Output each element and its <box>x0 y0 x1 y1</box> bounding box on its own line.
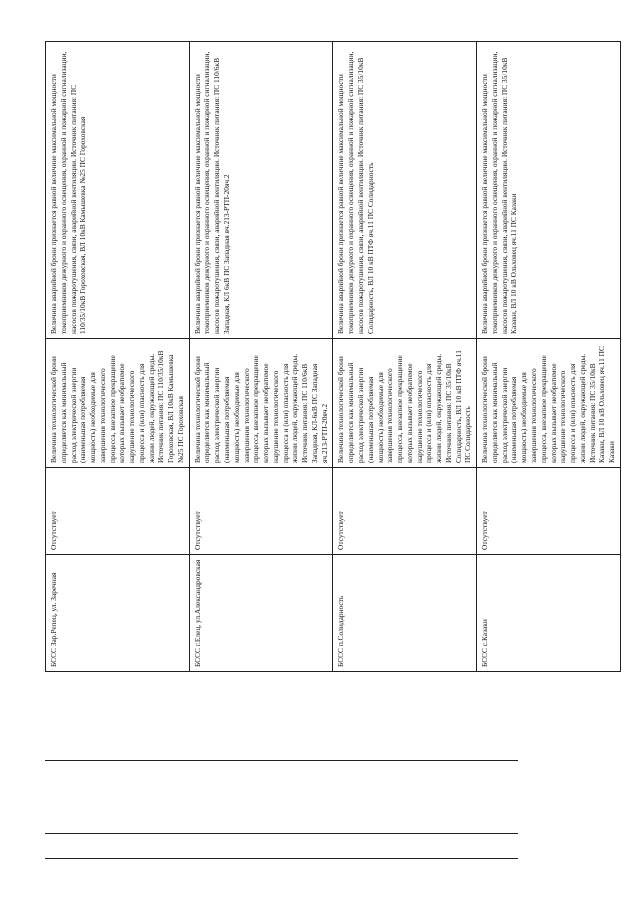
tech-armor-cell: Величина технологической брони определяется как минимальный расход электрической энергии (наименьшая потребляемая мощность) необходимые для завершения технологического процесса, внезапное прекращение которых вызывает необратимое нарушение технологического процесса и (или) опасность для жизни людей, окружающей среды. Источник питания: ПС 110/35/10кВ Гороховская, ВЛ 10кВ Камышевка №25 ПС Гороховская <box>46 339 190 468</box>
object-cell: БССС г.Елец, ул.Александровская <box>189 555 333 672</box>
tech-armor-cell: Величина технологической брони определяется как минимальный расход электрической энергии (наименьшая потребляемая мощность) необходимые для завершения технологического процесса, внезапное прекращение которых вызывает необратимое нарушение технологического процесса и (или) опасность для жизни людей, окружающей среды. Источник питания: ПС 35/10кВ Солидарность, ВЛ 10 кВ ПТФ яч.11 ПС Солидарность <box>333 339 477 468</box>
armor-table <box>45 41 621 672</box>
table-row <box>477 42 621 672</box>
tech-armor-cell: Величина технологической брони определяется как минимальный расход электрической энергии (наименьшая потребляемая мощность) необходимые для завершения технологического процесса, внезапное прекращение которых вызывает необратимое нарушение технологического процесса и (или) опасность для жизни людей, окружающей среды. Источник питания: ПС 35/10кВ Казаки, ВЛ 10 кВ Ольховец яч.11 ПС Казаки <box>477 339 621 468</box>
object-cell: БССС Зар.Репец, ул. Заречная <box>46 555 190 672</box>
table-row <box>333 42 477 672</box>
object-cell: БССС п.Солидарность <box>333 555 477 672</box>
tech-armor-cell: Величина технологической брони определяется как минимальный расход электрической энергии (наименьшая потребляемая мощность) необходимые для завершения технологического процесса, внезапное прекращение которых вызывает необратимое нарушение технологического процесса и (или) опасность для жизни людей, окружающей среды. Источник питания: ПС 110/6кВ Западная, КЛ-6кВ ПС Западная яч.213-РТП-20яч.2 <box>189 339 333 468</box>
rotated-table-page <box>45 42 617 672</box>
table-row <box>46 42 190 672</box>
emergency-armor-cell: Величина аварийной брони признается равной величине максимальной мощности токоприемников дежурного и охранного освещения, охранной и пожарной сигнализации, насосов пожаротушения, связи, аварийной вентиляции. Источник питания: ПС 110/6кВ Западная, КЛ 6кВ ПС Западная яч.213-РТП-20яч.2 <box>189 42 333 339</box>
emergency-armor-cell: Величина аварийной брони признается равной величине максимальной мощности токоприемников дежурного и охранного освещения, охранной и пожарной сигнализации, насосов пожаротушения, связи, аварийной вентиляции. Источник питания: ПС 35/10кВ Казаки, ВЛ 10 кВ Ольховец яч.11 ПС Казаки <box>477 42 621 339</box>
object-cell: БССС с.Казаки <box>477 555 621 672</box>
emergency-armor-cell: Величина аварийной брони признается равной величине максимальной мощности токоприемников дежурного и охранного освещения, охранной и пожарной сигнализации, насосов пожаротушения, связи, аварийной вентиляции. Источник питания: ПС 110/35/10кВ Гороховская, ВЛ 10кВ Камышевка №25 ПС Гороховская <box>46 42 190 339</box>
measures-cell: Отсутствует <box>477 468 621 555</box>
table-row <box>189 42 333 672</box>
divider-line <box>45 858 518 859</box>
divider-line <box>45 833 518 834</box>
emergency-armor-cell: Величина аварийной брони признается равной величине максимальной мощности токоприемников дежурного и охранного освещения, охранной и пожарной сигнализации, насосов пожаротушения, связи, аварийной вентиляции. Источник питания: ПС 35/10кВ Солидарность, ВЛ 10 кВ ПТФ яч.11 ПС Солидарность <box>333 42 477 339</box>
measures-cell: Отсутствует <box>46 468 190 555</box>
divider-line <box>45 760 518 761</box>
measures-cell: Отсутствует <box>333 468 477 555</box>
measures-cell: Отсутствует <box>189 468 333 555</box>
